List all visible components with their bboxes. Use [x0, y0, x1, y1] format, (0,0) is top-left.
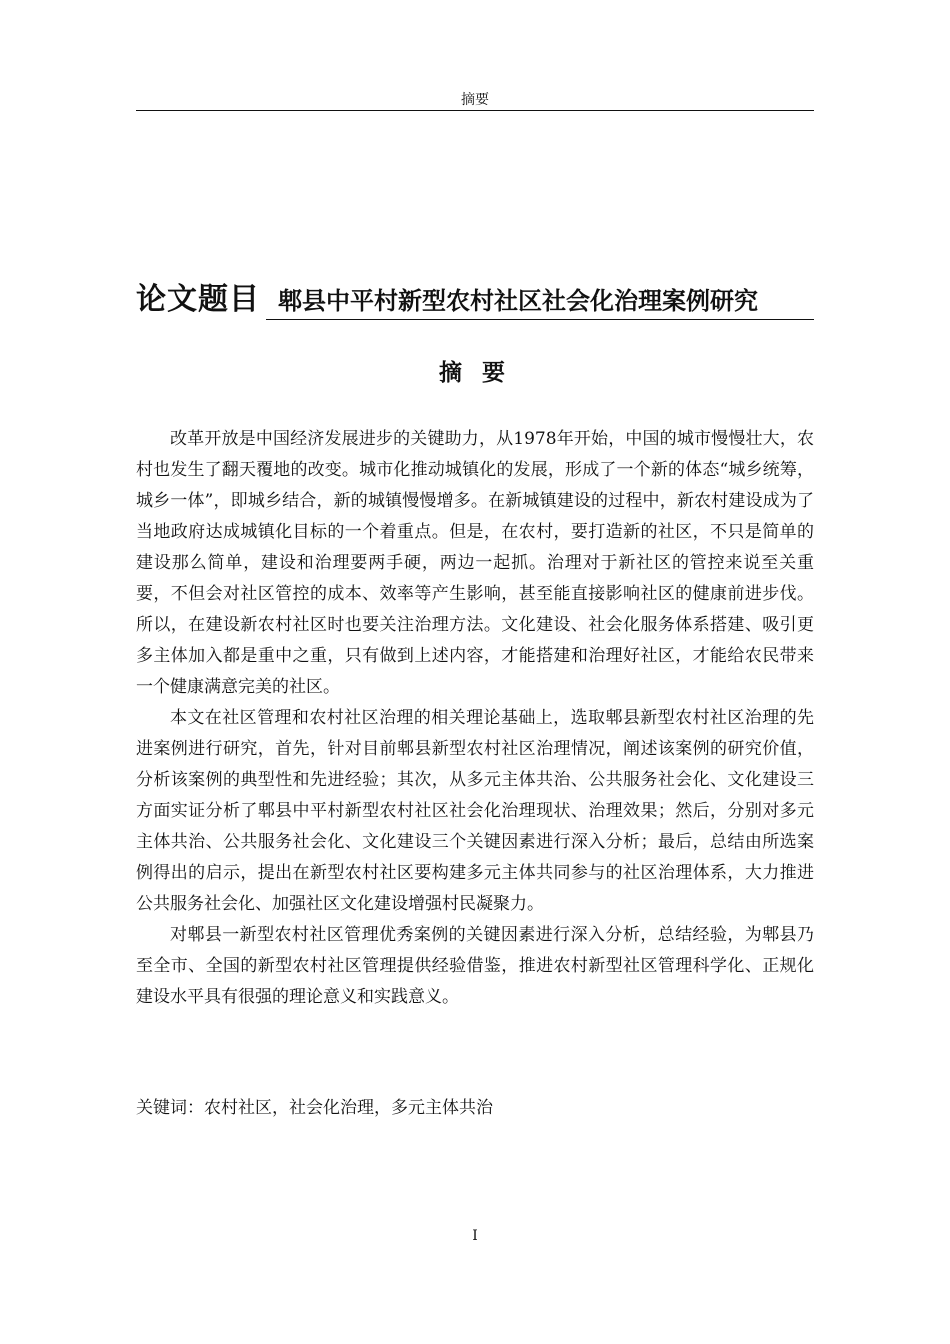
abstract-paragraph-1: 改革开放是中国经济发展进步的关键助力，从1978年开始，中国的城市慢慢壮大，农村也发生了翻天覆地的改变。城市化推动城镇化的发展，形成了一个新的体态“城乡统筹，城乡一体”，即城乡结合，新的城镇慢慢增多。在新城镇建设的过程中，新农村建设成为了当地政府达成城镇化目标的一个着重点。但是，在农村，要打造新的社区，不只是简单的建设那么简单，建设和治理要两手硬，两边一起抓。治理对于新社区的管控来说至关重要，不但会对社区管控的成本、效率等产生影响，甚至能直接影响社区的健康前进步伐。所以，在建设新农村社区时也要关注治理方法。文化建设、社会化服务体系搭建、吸引更多主体加入都是重中之重，只有做到上述内容，才能搭建和治理好社区，才能给农民带来一个健康满意完美的社区。 — [136, 429, 814, 697]
running-header: 摘要 — [461, 92, 489, 108]
thesis-title-label: 论文题目 — [136, 282, 260, 317]
page-number: I — [472, 1228, 478, 1244]
keywords-line: 关键词：农村社区，社会化治理，多元主体共治 — [136, 1098, 493, 1118]
abstract-body — [136, 424, 814, 1013]
thesis-title-value: 郫县中平村新型农村社区社会化治理案例研究 — [266, 283, 814, 320]
header-divider — [136, 110, 814, 111]
thesis-title-line — [136, 280, 814, 320]
abstract-paragraph-3: 对郫县一新型农村社区管理优秀案例的关键因素进行深入分析，总结经验，为郫县乃至全市、全国的新型农村社区管理提供经验借鉴，推进农村新型社区管理科学化、正规化建设水平具有很强的理论意义和实践意义。 — [136, 925, 814, 1007]
abstract-heading: 摘 要 — [438, 360, 511, 386]
abstract-paragraph-2: 本文在社区管理和农村社区治理的相关理论基础上，选取郫县新型农村社区治理的先进案例进行研究，首先，针对目前郫县新型农村社区治理情况，阐述该案例的研究价值，分析该案例的典型性和先进经验；其次，从多元主体共治、公共服务社会化、文化建设三方面实证分析了郫县中平村新型农村社区社会化治理现状、治理效果；然后，分别对多元主体共治、公共服务社会化、文化建设三个关键因素进行深入分析；最后，总结由所选案例得出的启示，提出在新型农村社区要构建多元主体共同参与的社区治理体系，大力推进公共服务社会化、加强社区文化建设增强村民凝聚力。 — [136, 708, 814, 914]
